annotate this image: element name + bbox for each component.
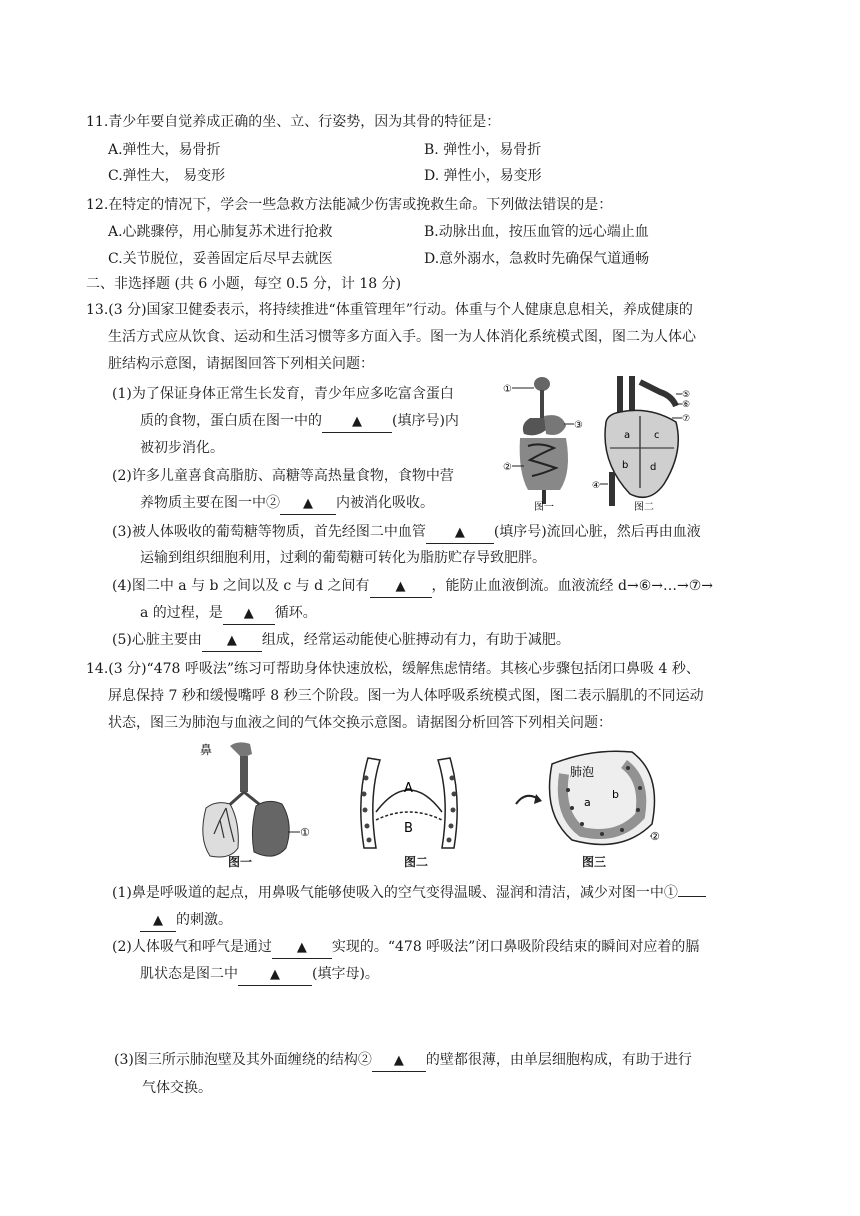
q14-intro-line3: 状态，图三为肺泡与血液之间的气体交换示意图。请据图分析回答下列相关问题： (108, 715, 612, 731)
answer-blank[interactable]: ▲ (280, 493, 336, 515)
q14-part1-line2: ▲ 的刺激。 (140, 910, 232, 932)
label-nose: 鼻 (200, 743, 213, 757)
q13-part2-line1: (2)许多儿童喜食高脂肪、高糖等高热量食物，食物中营 (112, 468, 454, 484)
q12-option-c[interactable]: C.关节脱位，妥善固定后尽早去就医 (108, 251, 333, 267)
answer-blank[interactable]: ▲ (140, 910, 176, 932)
q13-part2-line2: 养物质主要在图一中② ▲ 内被消化吸收。 (140, 493, 434, 515)
q13-part3-line2: 运输到组织细胞利用，过剩的葡萄糖可转化为脂肪贮存导致肥胖。 (140, 550, 546, 566)
answer-blank-start[interactable] (678, 896, 706, 897)
diaphragm-diagram (354, 748, 464, 858)
answer-blank[interactable]: ▲ (272, 937, 332, 959)
q11-option-b[interactable]: B. 弹性小，易骨折 (424, 142, 542, 158)
q13-part1-line3: 被初步消化。 (140, 440, 224, 456)
q11-stem: 11.青少年要自觉养成正确的坐、立、行姿势，因为其骨的特征是： (86, 114, 501, 130)
q13-part3-line1: (3)被人体吸收的葡萄糖等物质，首先经图二中血管 ▲ (填序号)流回心脏，然后再由血液 (112, 522, 701, 544)
label-c: c (654, 430, 660, 441)
label-alveolus: 肺泡 (570, 765, 595, 779)
section-heading: 二、非选择题 (共 6 小题，每空 0.5 分，计 18 分) (86, 276, 402, 292)
digestive-system-diagram (503, 377, 583, 504)
figure-3-caption: 图三 (582, 855, 607, 869)
q14-part1-line1: (1)鼻是呼吸道的起点，用鼻吸气能够使吸入的空气变得温暖、湿润和清洁，减少对图一中① (112, 883, 706, 903)
figure-1-caption: 图一 (228, 855, 253, 869)
q14-part3-line2: 气体交换。 (142, 1080, 212, 1096)
q12-option-a[interactable]: A.心跳骤停，用心肺复苏术进行抢救 (108, 224, 333, 240)
q13-part1-line2: 质的食物，蛋白质在图一中的 ▲ (填序号)内 (140, 411, 459, 433)
answer-blank[interactable]: ▲ (370, 576, 432, 598)
q14-part2-line2: 肌状态是图二中 ▲ (填字母)。 (140, 964, 379, 986)
q13-part5: (5)心脏主要由 ▲ 组成，经常运动能使心脏搏动有力，有助于减肥。 (112, 630, 570, 652)
q11-option-c[interactable]: C.弹性大， 易变形 (108, 168, 226, 184)
q13-intro-line1: 13.(3 分)国家卫健委表示，将持续推进“体重管理年”行动。体重与个人健康息息相关，养成健康的 (86, 302, 693, 318)
q13-part4-line1: (4)图二中 a 与 b 之间以及 c 与 d 之间有 ▲ ，能防止血液倒流。血液流经 d→⑥→…→⑦→ (112, 576, 713, 598)
q14-part2-line1: (2)人体吸气和呼气是通过 ▲ 实现的。“478 呼吸法”闭口鼻吸阶段结束的瞬间对应着的膈 (112, 937, 699, 959)
q12-option-d[interactable]: D.意外溺水，急救时先确保气道通畅 (424, 251, 650, 267)
alveolus-diagram (512, 744, 672, 854)
q12-stem: 12.在特定的情况下，学会一些急救方法能减少伤害或挽救生命。下列做法错误的是： (86, 197, 613, 213)
q11-option-a[interactable]: A.弹性大，易骨折 (108, 142, 221, 158)
q13-part4-line2: a 的过程，是 ▲ 循环。 (140, 603, 317, 625)
q12-option-b[interactable]: B.动脉出血，按压血管的远心端止血 (424, 224, 649, 240)
answer-blank[interactable]: ▲ (223, 603, 275, 625)
label-b: b (612, 788, 619, 801)
heart-diagram (592, 376, 690, 506)
q14-intro-line1: 14.(3 分)“478 呼吸法”练习可帮助身体快速放松，缓解焦虑情绪。其核心步骤包括闭口鼻吸 4 秒、 (86, 661, 700, 677)
label-B: B (404, 821, 413, 836)
label-2: ② (650, 830, 660, 843)
figure-1-caption: 图一 (534, 502, 554, 512)
answer-blank[interactable]: ▲ (322, 411, 392, 433)
respiratory-system-diagram (190, 738, 330, 868)
label-6: ⑥ (682, 400, 691, 410)
q11-option-d[interactable]: D. 弹性小，易变形 (424, 168, 542, 184)
label-b: b (622, 460, 629, 471)
label-5: ⑤ (682, 390, 691, 400)
answer-blank[interactable]: ▲ (238, 964, 312, 986)
q14-intro-line2: 屏息保持 7 秒和缓慢嘴呼 8 秒三个阶段。图一为人体呼吸系统模式图，图二表示膈肌的不同运动 (108, 688, 704, 704)
label-d: d (650, 462, 657, 473)
label-4: ④ (592, 481, 601, 491)
label-7: ⑦ (682, 414, 691, 424)
q13-intro-line3: 脏结构示意图，请据图回答下列相关问题： (108, 356, 374, 372)
q13-intro-line2: 生活方式应从饮食、运动和生活习惯等多方面入手。图一为人体消化系统模式图，图二为人体心 (108, 329, 696, 345)
answer-blank[interactable]: ▲ (202, 630, 262, 652)
answer-blank[interactable]: ▲ (372, 1050, 426, 1072)
q14-part3-line1: (3)图三所示肺泡壁及其外面缠绕的结构② ▲ 的壁都很薄，由单层细胞构成，有助于进行 (114, 1050, 692, 1072)
q13-figures (500, 372, 700, 512)
label-a: a (584, 796, 591, 809)
label-1: ① (503, 384, 512, 395)
label-A: A (404, 781, 413, 796)
figure-2-caption: 图二 (404, 855, 429, 869)
label-3: ③ (574, 420, 583, 431)
q13-part1-line1: (1)为了保证身体正常生长发育，青少年应多吃富含蛋白 (112, 386, 454, 402)
label-a: a (624, 430, 631, 441)
answer-blank[interactable]: ▲ (426, 522, 494, 544)
label-1: ① (300, 826, 310, 839)
figure-2-caption: 图二 (634, 502, 654, 512)
label-2: ② (503, 462, 512, 473)
